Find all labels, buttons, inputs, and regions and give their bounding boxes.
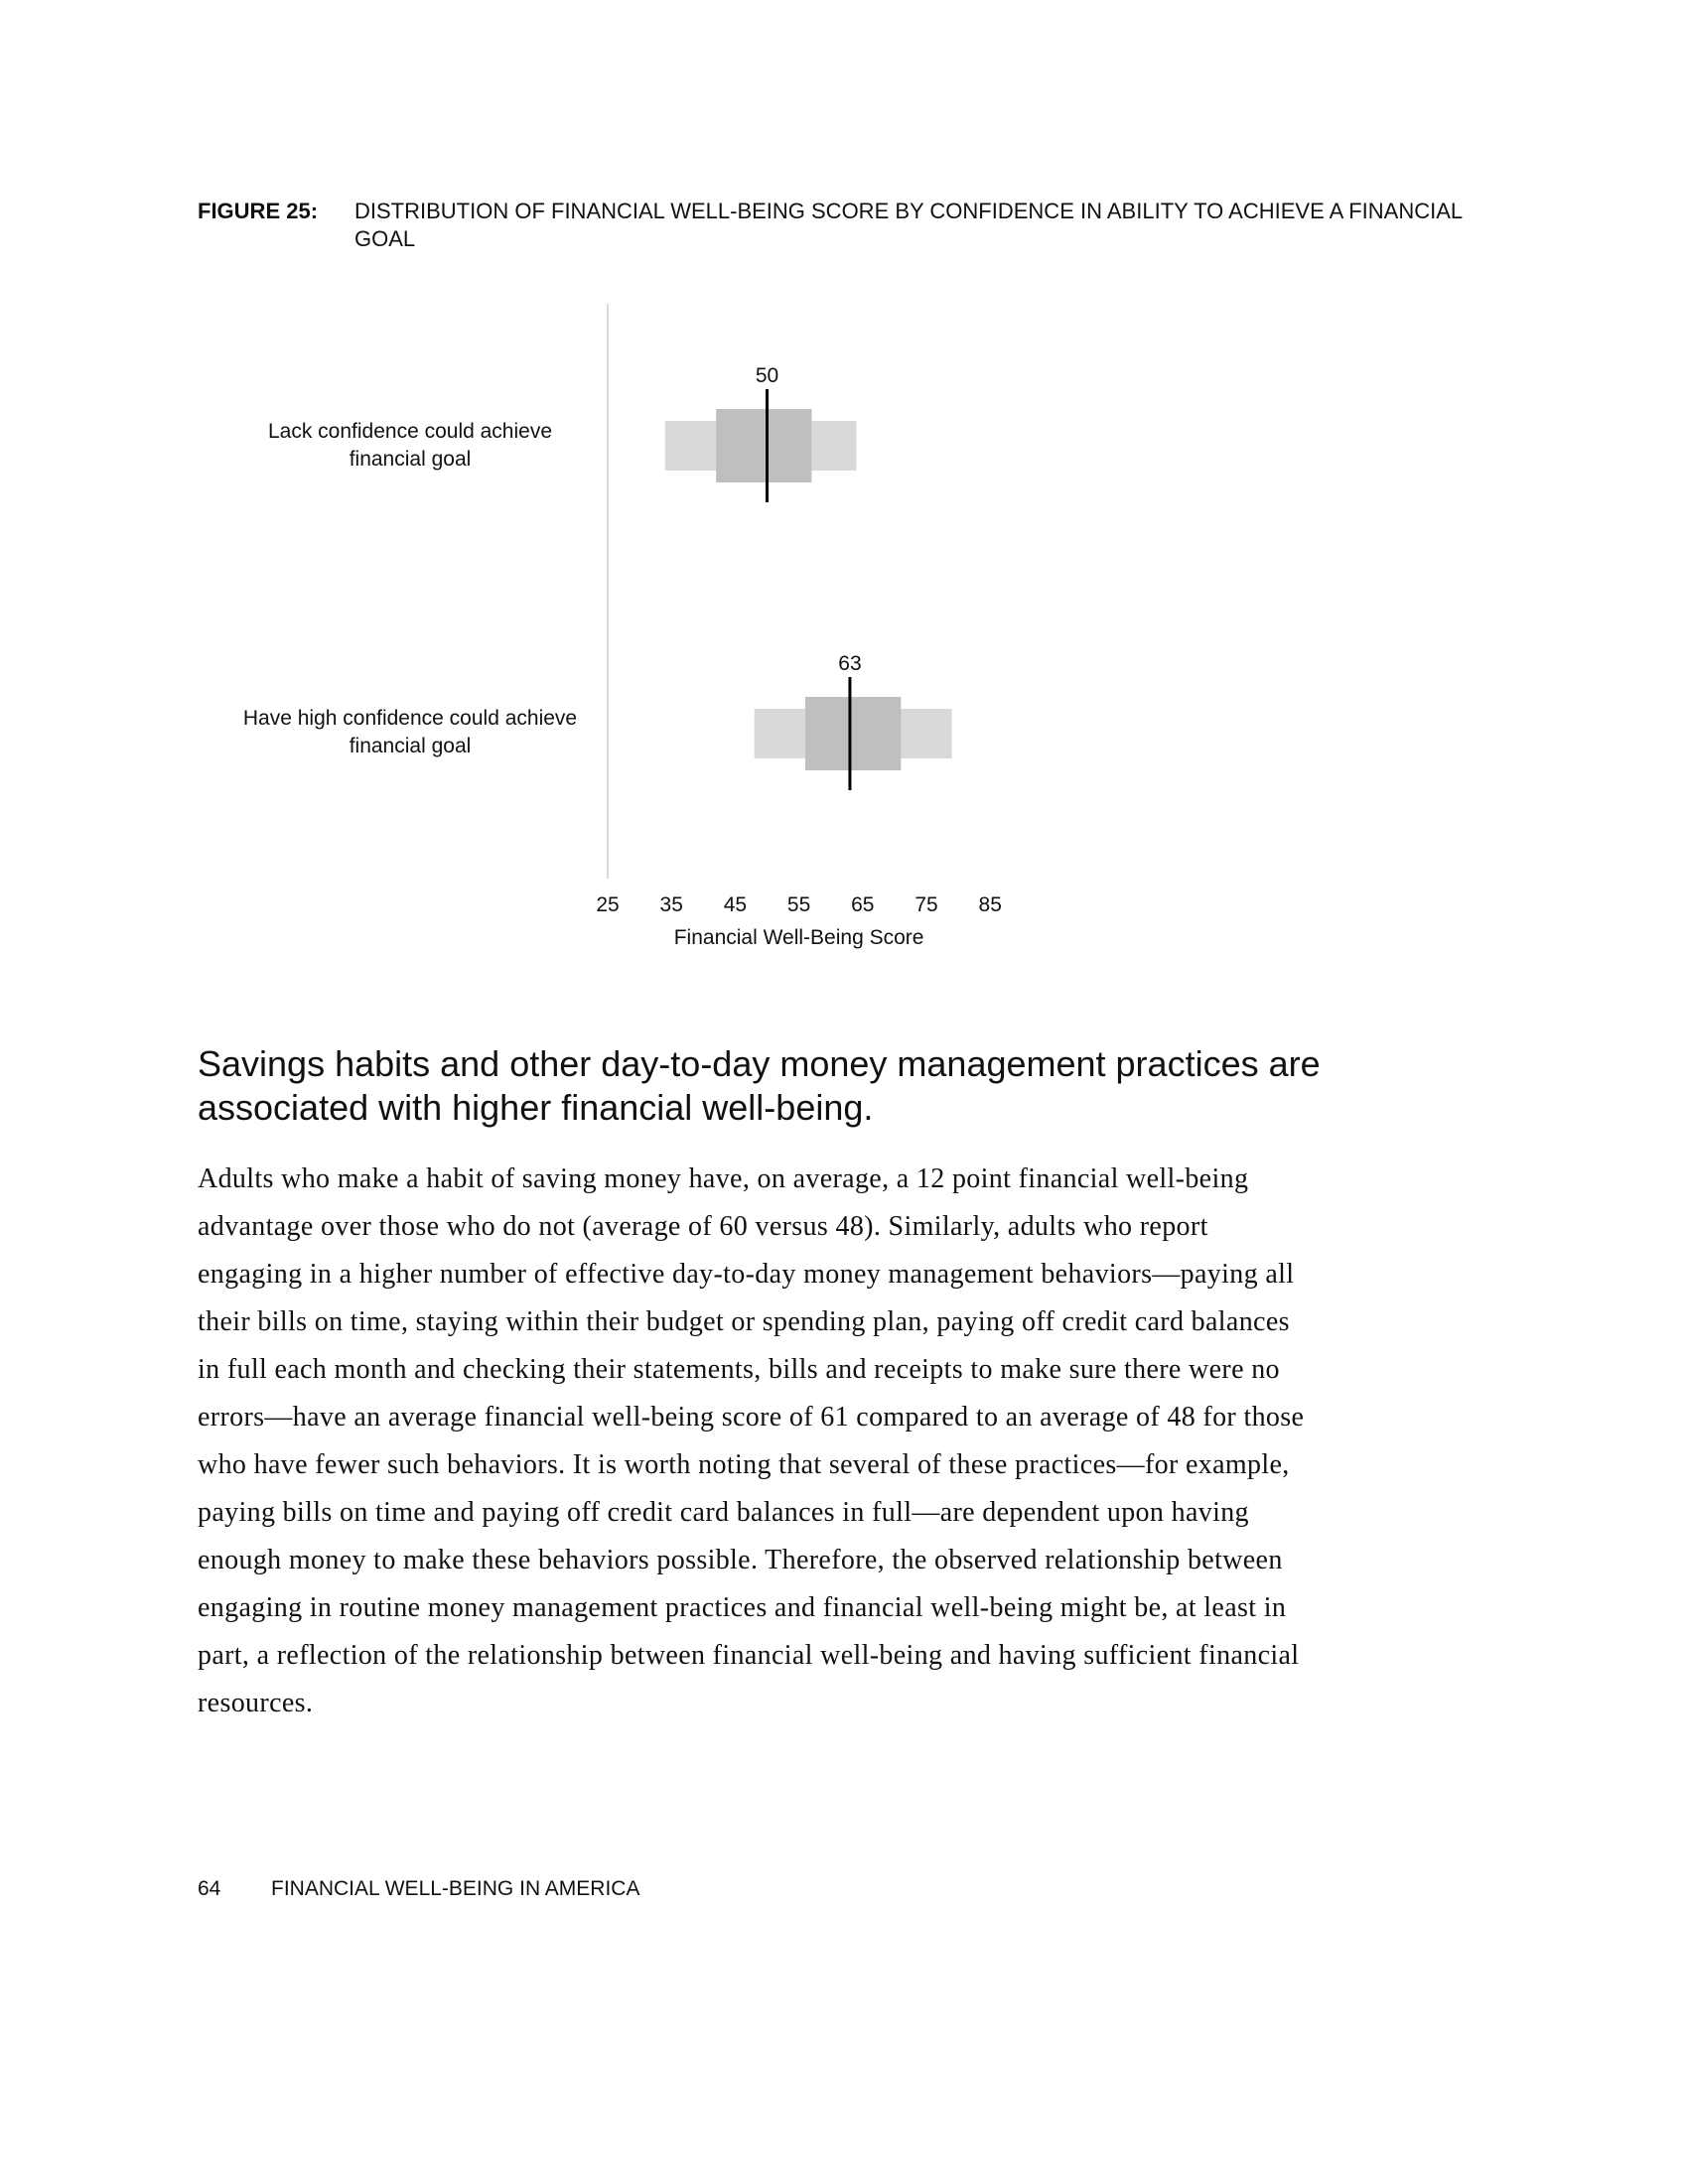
x-tick-label: 25 (596, 893, 620, 916)
row-label-line: Lack confidence could achieve (267, 420, 553, 443)
body-line: who have fewer such behaviors. It is worth noting that several of these practices—for example, (198, 1449, 1290, 1480)
body-line: enough money to make these behaviors possible. Therefore, the observed relationship between (198, 1545, 1283, 1575)
row-label-line: financial goal (349, 448, 472, 471)
body-paragraph (198, 1156, 1304, 1727)
heading-line: Savings habits and other day-to-day money management practices are (198, 1043, 1321, 1084)
median-label: 50 (755, 364, 779, 387)
body-line: paying bills on time and paying off credit card balances in full—are dependent upon having (198, 1497, 1249, 1528)
body-line: resources. (198, 1688, 314, 1718)
median-label: 63 (838, 652, 862, 675)
body-line: part, a reflection of the relationship between financial well-being and having sufficient financial (198, 1640, 1300, 1671)
body-line: engaging in routine money management practices and financial well-being might be, at least in (198, 1592, 1287, 1623)
body-line: advantage over those who do not (average of 60 versus 48). Similarly, adults who report (198, 1211, 1208, 1242)
body-line: in full each month and checking their statements, bills and receipts to make sure there were no (198, 1354, 1280, 1385)
x-tick-label: 65 (851, 893, 875, 916)
box-inner-p25-p75 (716, 409, 811, 482)
x-tick-label: 35 (659, 893, 683, 916)
heading-line: associated with higher financial well-being. (198, 1087, 874, 1128)
running-title: FINANCIAL WELL-BEING IN AMERICA (271, 1877, 640, 1900)
x-tick-label: 45 (723, 893, 748, 916)
section-heading (198, 1042, 1488, 1130)
x-axis-title: Financial Well-Being Score (673, 926, 924, 949)
figure-title: DISTRIBUTION OF FINANCIAL WELL-BEING SCORE BY CONFIDENCE IN ABILITY TO ACHIEVE A FINANCIAL GOAL (354, 199, 1463, 251)
body-line: errors—have an average financial well-being score of 61 compared to an average of 48 for those (198, 1402, 1305, 1433)
body-line: their bills on time, staying within their budget or spending plan, paying off credit card balances (198, 1306, 1290, 1337)
box-inner-p25-p75 (805, 697, 901, 770)
body-line: engaging in a higher number of effective day-to-day money management behaviors—paying all (198, 1259, 1295, 1290)
row-label-line: Have high confidence could achieve (242, 707, 578, 730)
row-label-line: financial goal (349, 735, 472, 757)
figure-number: FIGURE 25: (198, 199, 319, 223)
x-tick-label: 85 (978, 893, 1002, 916)
page-number: 64 (198, 1877, 221, 1900)
x-tick-label: 55 (786, 893, 811, 916)
body-line: Adults who make a habit of saving money have, on average, a 12 point financial well-being (198, 1163, 1249, 1194)
box-chart (0, 0, 1688, 993)
x-tick-label: 75 (914, 893, 938, 916)
